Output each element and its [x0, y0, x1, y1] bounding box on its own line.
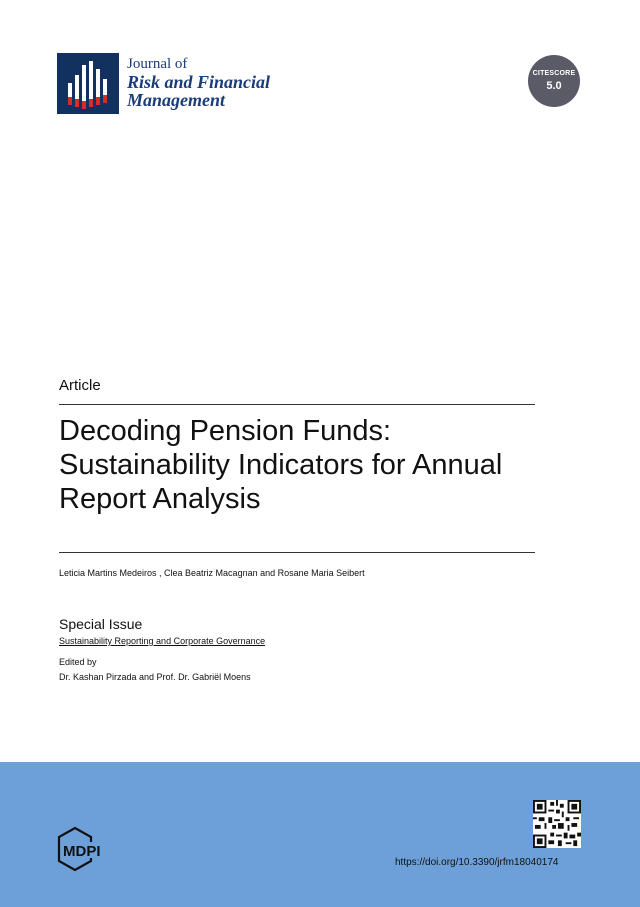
qr-code[interactable]: [533, 800, 581, 848]
footer-band: [0, 762, 640, 907]
journal-logo: [57, 53, 287, 115]
doi-link[interactable]: https://doi.org/10.3390/jrfm18040174: [395, 857, 559, 868]
edited-by-label: Edited by: [59, 657, 97, 667]
journal-name: [127, 55, 297, 109]
journal-name-line3: Management: [127, 90, 226, 110]
editors: Dr. Kashan Pirzada and Prof. Dr. Gabriël Moens: [59, 672, 251, 682]
mdpi-logo: [55, 825, 129, 873]
special-issue-link[interactable]: Sustainability Reporting and Corporate Governance: [59, 636, 266, 646]
article-title: Decoding Pension Funds: Sustainability Indicators for Annual Report Analysis: [59, 415, 503, 515]
citescore-value: 5.0: [546, 80, 562, 92]
article-type: Article: [59, 377, 101, 394]
mdpi-logo-text: MDPI: [63, 843, 101, 860]
special-issue-label: Special Issue: [59, 616, 143, 632]
citescore-badge[interactable]: [528, 55, 580, 107]
article-authors: Leticia Martins Medeiros , Clea Beatriz Macagnan and Rosane Maria Seibert: [59, 568, 365, 578]
journal-name-line1: Journal of: [127, 56, 188, 72]
journal-name-line2: Risk and Financial: [127, 72, 271, 92]
title-divider-bottom: [59, 552, 535, 553]
journal-logo-icon: [57, 53, 119, 114]
title-divider-top: [59, 404, 535, 405]
citescore-label: CITESCORE: [532, 70, 576, 77]
